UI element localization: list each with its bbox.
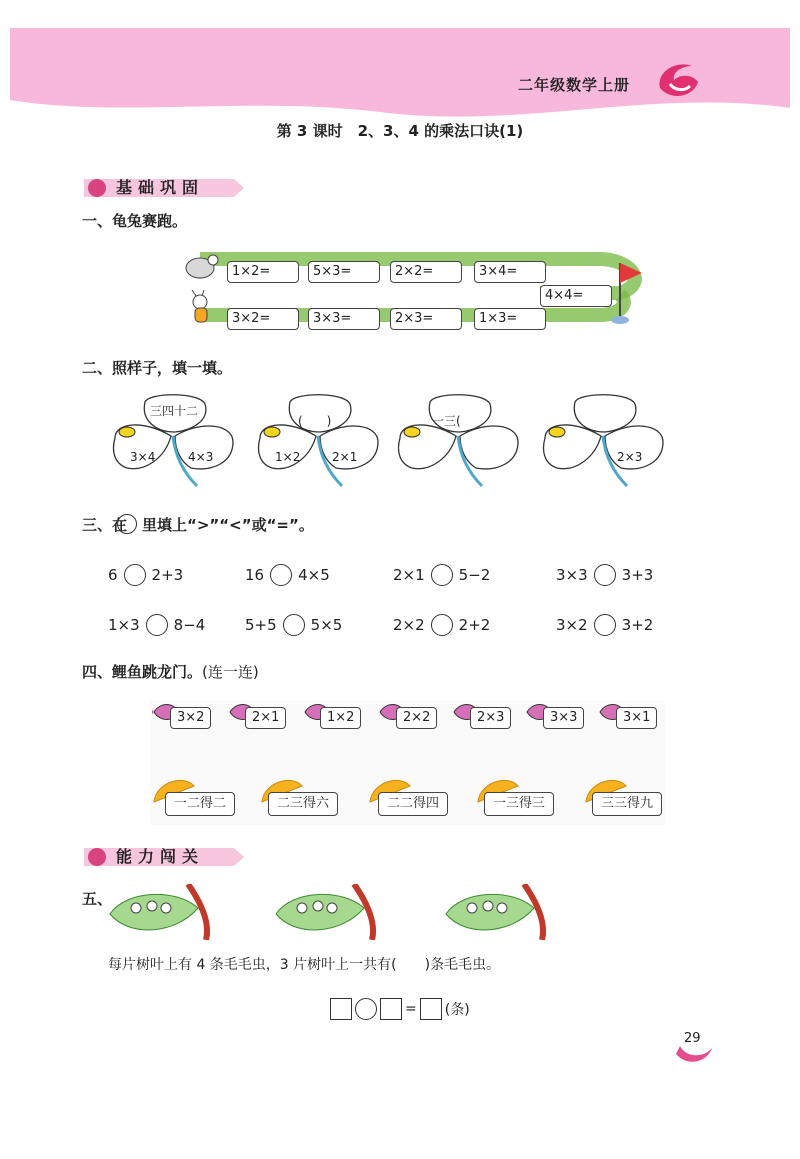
race-box[interactable]: 5×3=	[308, 261, 380, 283]
compare-item	[108, 614, 205, 636]
q5-unit: (条)	[444, 1002, 470, 1018]
compare-left: 6	[108, 566, 118, 584]
compare-right: 3+2	[621, 616, 654, 634]
page-number: 29	[684, 1031, 701, 1046]
q5-title: 五、	[82, 890, 113, 908]
answer-square[interactable]	[420, 998, 442, 1020]
circle-icon	[117, 514, 137, 534]
race-box-end[interactable]: 4×4=	[540, 285, 612, 307]
gate-label[interactable]: 一二得二	[165, 792, 235, 816]
race-box[interactable]: 1×3=	[474, 308, 546, 330]
fish-expr[interactable]: 2×3	[470, 707, 511, 729]
q4-title: 四、鲤鱼跳龙门。(连一连)	[82, 663, 259, 681]
operator-circle[interactable]	[355, 998, 377, 1020]
section-basic-label: 基础巩固	[116, 178, 205, 197]
compare-right: 2+2	[458, 616, 491, 634]
section-tag-basic	[84, 177, 244, 199]
compare-right: 5−2	[458, 566, 491, 584]
clover-right-4: 2×3	[617, 450, 643, 464]
gate-label[interactable]: 二二得四	[378, 792, 448, 816]
compare-item	[245, 564, 330, 586]
race-box[interactable]: 3×2=	[227, 308, 299, 330]
gate-label[interactable]: 一三得三	[484, 792, 554, 816]
clover-top-1: 三四十二	[150, 404, 199, 418]
grade-label: 二年级数学上册	[518, 76, 631, 94]
compare-left: 3×2	[556, 616, 588, 634]
race-box[interactable]: 3×4=	[474, 261, 546, 283]
race-box[interactable]: 2×2=	[390, 261, 462, 283]
q1-title: 一、龟兔赛跑。	[82, 212, 188, 230]
q5-formula: = (条)	[330, 998, 470, 1020]
leaf-caterpillar-icon	[272, 884, 382, 940]
compare-item	[393, 614, 490, 636]
compare-item	[556, 614, 653, 636]
fish-expr[interactable]: 3×3	[543, 707, 584, 729]
fish-expr[interactable]: 3×2	[170, 707, 211, 729]
clover-left-2: 1×2	[275, 450, 301, 464]
compare-circle[interactable]	[594, 564, 616, 586]
compare-right: 4×5	[298, 566, 330, 584]
compare-circle[interactable]	[124, 564, 146, 586]
clover-top-3[interactable]: 一三(	[432, 414, 473, 428]
gate-label[interactable]: 二三得六	[268, 792, 338, 816]
compare-circle[interactable]	[270, 564, 292, 586]
compare-right: 5×5	[310, 616, 343, 634]
compare-circle[interactable]	[283, 614, 305, 636]
clover-right-1: 4×3	[188, 450, 214, 464]
race-box[interactable]: 1×2=	[227, 261, 299, 283]
clover-left-1: 3×4	[130, 450, 156, 464]
compare-left: 1×3	[108, 616, 140, 634]
turtle-icon	[180, 246, 220, 282]
compare-circle[interactable]	[594, 614, 616, 636]
lesson-title: 第 3 课时 2、3、4 的乘法口诀(1)	[276, 122, 524, 140]
section-tag-ability	[84, 846, 244, 868]
fish-expr[interactable]: 2×1	[245, 707, 286, 729]
compare-item	[393, 564, 490, 586]
rabbit-icon	[182, 290, 218, 334]
compare-right: 3+3	[621, 566, 654, 584]
compare-left: 2×1	[393, 566, 425, 584]
gate-label[interactable]: 三三得九	[592, 792, 662, 816]
answer-square[interactable]	[380, 998, 402, 1020]
q5-sentence: 每片树叶上有 4 条毛毛虫，3 片树叶上一共有( )条毛毛虫。	[108, 957, 501, 973]
compare-circle[interactable]	[431, 614, 453, 636]
fish-expr[interactable]: 3×1	[616, 707, 657, 729]
leaf-caterpillar-icon	[106, 884, 216, 940]
compare-left: 3×3	[556, 566, 588, 584]
fish-expr[interactable]: 1×2	[320, 707, 361, 729]
clover-top-2[interactable]: ( )	[298, 414, 332, 428]
q2-title: 二、照样子，填一填。	[82, 359, 233, 377]
clover-4	[535, 392, 670, 492]
fish-expr[interactable]: 2×2	[396, 707, 437, 729]
compare-item	[108, 564, 183, 586]
compare-left: 16	[245, 566, 265, 584]
compare-item	[556, 564, 653, 586]
leaf-caterpillar-icon	[442, 884, 552, 940]
clover-2	[250, 392, 385, 492]
race-box[interactable]: 2×3=	[390, 308, 462, 330]
section-ability-label: 能力闯关	[116, 847, 205, 866]
q3-title: 三、在 里填上“>”“<”或“=”。	[82, 516, 314, 534]
clover-right-2: 2×1	[332, 450, 358, 464]
compare-item	[245, 614, 342, 636]
compare-circle[interactable]	[146, 614, 168, 636]
clover-3	[390, 392, 525, 492]
compare-left: 5+5	[245, 616, 277, 634]
answer-square[interactable]	[330, 998, 352, 1020]
compare-right: 8−4	[173, 616, 206, 634]
race-box[interactable]: 3×3=	[308, 308, 380, 330]
compare-left: 2×2	[393, 616, 425, 634]
logo-icon	[652, 58, 702, 104]
compare-right: 2+3	[151, 566, 184, 584]
compare-circle[interactable]	[431, 564, 453, 586]
